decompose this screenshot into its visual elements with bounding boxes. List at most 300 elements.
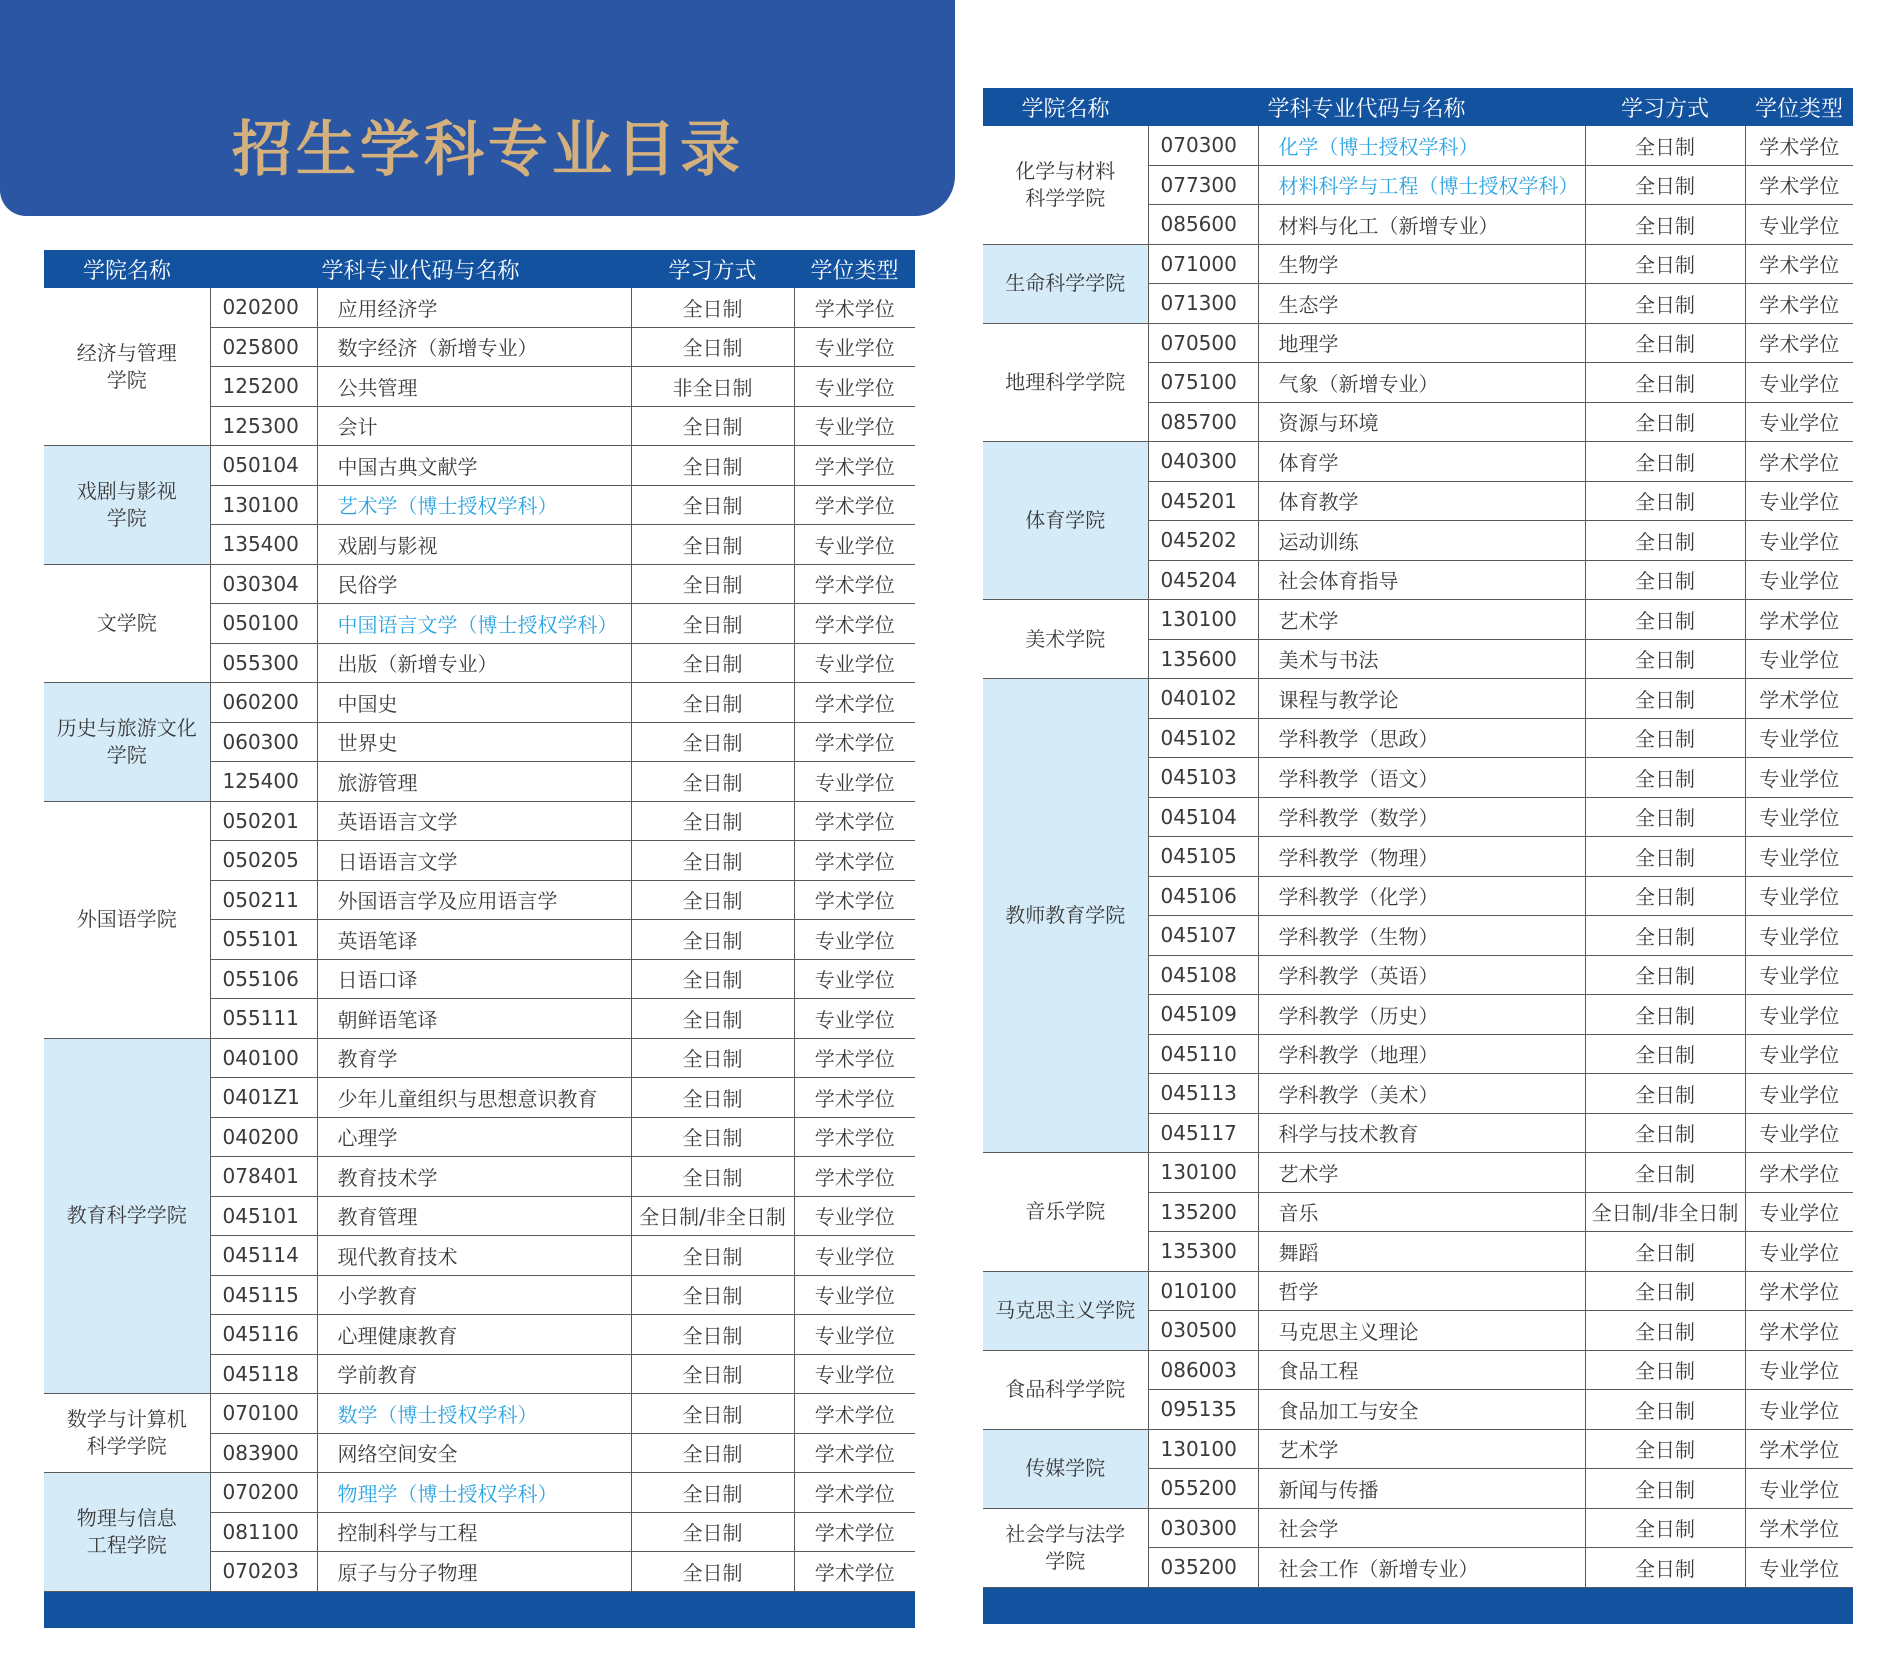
table-row (983, 1429, 1853, 1469)
study-mode-cell: 全日制 (631, 564, 794, 604)
major-name-cell: 出版（新增专业） (317, 643, 631, 683)
major-name-cell: 学科教学（历史） (1258, 995, 1585, 1035)
major-name-cell: 舞蹈 (1258, 1232, 1585, 1272)
table-row (44, 446, 915, 486)
table-row (983, 126, 1853, 165)
degree-type-cell: 学术学位 (1745, 1153, 1853, 1193)
study-mode-cell: 全日制 (631, 1354, 794, 1394)
study-mode-cell: 全日制 (631, 1038, 794, 1078)
study-mode-cell: 全日制 (631, 485, 794, 525)
major-code-cell: 125200 (210, 367, 317, 407)
degree-type-cell: 学术学位 (1745, 1311, 1853, 1351)
degree-type-cell: 学术学位 (794, 1038, 915, 1078)
major-code-cell: 045102 (1148, 718, 1258, 758)
degree-type-cell: 专业学位 (794, 1275, 915, 1315)
study-mode-cell: 全日制 (1585, 1508, 1745, 1548)
major-name-cell: 马克思主义理论 (1258, 1311, 1585, 1351)
major-code-cell: 045104 (1148, 797, 1258, 837)
study-mode-cell: 全日制 (1585, 679, 1745, 719)
college-name-line: 科学学院 (1025, 185, 1106, 210)
college-name-line: 数学与计算机 (66, 1407, 187, 1431)
major-code-cell: 030500 (1148, 1311, 1258, 1351)
study-mode-cell: 全日制 (631, 406, 794, 446)
table-row (44, 564, 915, 604)
study-mode-cell: 全日制 (631, 525, 794, 565)
major-code-cell: 035200 (1148, 1548, 1258, 1588)
college-name-cell (983, 323, 1148, 442)
major-code-cell: 030300 (1148, 1508, 1258, 1548)
major-code-cell: 045118 (210, 1354, 317, 1394)
major-code-cell: 025800 (210, 327, 317, 367)
degree-type-cell: 学术学位 (794, 1552, 915, 1592)
degree-type-cell: 学术学位 (794, 1512, 915, 1552)
study-mode-cell: 全日制 (1585, 481, 1745, 521)
degree-type-cell: 专业学位 (794, 999, 915, 1039)
college-name-cell (44, 683, 210, 802)
major-code-cell: 040102 (1148, 679, 1258, 719)
degree-type-cell: 学术学位 (794, 880, 915, 920)
degree-type-cell: 学术学位 (794, 1394, 915, 1434)
degree-type-cell: 专业学位 (794, 920, 915, 960)
college-name-line: 历史与旅游文化 (56, 715, 197, 740)
major-name-cell: 英语语言文学 (317, 801, 631, 841)
degree-type-cell: 学术学位 (1745, 1508, 1853, 1548)
study-mode-cell: 全日制 (631, 1394, 794, 1434)
study-mode-cell: 全日制 (1585, 718, 1745, 758)
degree-type-cell: 专业学位 (1745, 1469, 1853, 1509)
degree-type-cell: 学术学位 (1745, 679, 1853, 719)
degree-type-cell: 专业学位 (1745, 916, 1853, 956)
major-name-cell: 现代教育技术 (317, 1236, 631, 1276)
major-code-cell: 045110 (1148, 1034, 1258, 1074)
major-name-cell: 戏剧与影视 (317, 525, 631, 565)
header-major: 学科专业代码与名称 (1148, 88, 1585, 126)
major-code-cell: 083900 (210, 1433, 317, 1473)
study-mode-cell: 全日制 (1585, 1429, 1745, 1469)
major-name-cell: 应用经济学 (317, 288, 631, 327)
table-row (983, 244, 1853, 284)
study-mode-cell: 全日制 (1585, 442, 1745, 482)
college-name-cell (44, 1473, 210, 1592)
degree-type-cell: 学术学位 (1745, 244, 1853, 284)
study-mode-cell: 全日制 (1585, 363, 1745, 403)
major-name-cell: 物理学（博士授权学科） (317, 1473, 631, 1513)
major-name-cell: 中国史 (317, 683, 631, 723)
major-name-cell: 旅游管理 (317, 762, 631, 802)
college-name-line: 教师教育学院 (1005, 903, 1126, 927)
left-table-body (44, 288, 915, 1591)
college-name-line: 学院 (106, 505, 147, 530)
college-name-cell (44, 446, 210, 565)
major-code-cell: 045202 (1148, 521, 1258, 561)
degree-type-cell: 学术学位 (794, 1157, 915, 1197)
major-name-cell: 资源与环境 (1258, 402, 1585, 442)
degree-type-cell: 学术学位 (794, 288, 915, 327)
college-name-cell (983, 442, 1148, 600)
major-name-cell: 外国语言学及应用语言学 (317, 880, 631, 920)
major-code-cell: 045116 (210, 1315, 317, 1355)
page-title: 招生学科专业目录 (232, 115, 744, 185)
major-name-cell: 课程与教学论 (1258, 679, 1585, 719)
degree-type-cell: 学术学位 (1745, 284, 1853, 324)
study-mode-cell: 全日制 (631, 683, 794, 723)
major-code-cell: 135300 (1148, 1232, 1258, 1272)
study-mode-cell: 全日制 (1585, 1350, 1745, 1390)
left-catalog-panel (44, 250, 915, 1628)
degree-type-cell: 学术学位 (794, 1117, 915, 1157)
study-mode-cell: 全日制 (1585, 916, 1745, 956)
major-name-cell: 中国语言文学（博士授权学科） (317, 604, 631, 644)
study-mode-cell: 全日制/非全日制 (1585, 1192, 1745, 1232)
college-name-cell (44, 801, 210, 1038)
degree-type-cell: 专业学位 (1745, 1350, 1853, 1390)
major-name-cell: 食品加工与安全 (1258, 1390, 1585, 1430)
degree-type-cell: 学术学位 (794, 1078, 915, 1118)
degree-type-cell: 学术学位 (794, 446, 915, 486)
degree-type-cell: 学术学位 (794, 604, 915, 644)
degree-type-cell: 学术学位 (794, 841, 915, 881)
college-name-line: 工程学院 (86, 1532, 167, 1557)
major-name-cell: 生物学 (1258, 244, 1585, 284)
major-name-cell: 新闻与传播 (1258, 1469, 1585, 1509)
major-name-cell: 学科教学（生物） (1258, 916, 1585, 956)
study-mode-cell: 全日制 (1585, 1074, 1745, 1114)
left-catalog-table (44, 250, 915, 1592)
major-name-cell: 中国古典文献学 (317, 446, 631, 486)
major-name-cell: 社会体育指导 (1258, 560, 1585, 600)
degree-type-cell: 专业学位 (794, 367, 915, 407)
major-code-cell: 055111 (210, 999, 317, 1039)
major-name-cell: 心理健康教育 (317, 1315, 631, 1355)
study-mode-cell: 全日制 (631, 1552, 794, 1592)
degree-type-cell: 专业学位 (1745, 1074, 1853, 1114)
major-name-cell: 学前教育 (317, 1354, 631, 1394)
major-code-cell: 050201 (210, 801, 317, 841)
degree-type-cell: 专业学位 (1745, 560, 1853, 600)
major-code-cell: 045204 (1148, 560, 1258, 600)
study-mode-cell: 全日制 (631, 920, 794, 960)
major-name-cell: 化学（博士授权学科） (1258, 126, 1585, 165)
major-code-cell: 045201 (1148, 481, 1258, 521)
major-name-cell: 少年儿童组织与思想意识教育 (317, 1078, 631, 1118)
right-catalog-table (983, 88, 1853, 1588)
study-mode-cell: 全日制 (631, 801, 794, 841)
major-name-cell: 艺术学 (1258, 1429, 1585, 1469)
college-name-line: 外国语学院 (76, 907, 177, 931)
table-row (983, 1153, 1853, 1193)
degree-type-cell: 专业学位 (1745, 205, 1853, 245)
degree-type-cell: 专业学位 (1745, 876, 1853, 916)
study-mode-cell: 全日制 (631, 1512, 794, 1552)
study-mode-cell: 全日制 (631, 762, 794, 802)
major-code-cell: 045113 (1148, 1074, 1258, 1114)
major-name-cell: 小学教育 (317, 1275, 631, 1315)
degree-type-cell: 学术学位 (1745, 442, 1853, 482)
major-name-cell: 学科教学（语文） (1258, 758, 1585, 798)
major-code-cell: 045101 (210, 1196, 317, 1236)
study-mode-cell: 全日制/非全日制 (631, 1196, 794, 1236)
table-row (44, 1473, 915, 1513)
major-code-cell: 060200 (210, 683, 317, 723)
degree-type-cell: 学术学位 (1745, 126, 1853, 165)
degree-type-cell: 专业学位 (794, 1196, 915, 1236)
degree-type-cell: 专业学位 (794, 643, 915, 683)
degree-type-cell: 专业学位 (1745, 521, 1853, 561)
major-code-cell: 086003 (1148, 1350, 1258, 1390)
study-mode-cell: 全日制 (631, 1157, 794, 1197)
major-code-cell: 045108 (1148, 955, 1258, 995)
degree-type-cell: 学术学位 (1745, 600, 1853, 640)
degree-type-cell: 专业学位 (794, 1315, 915, 1355)
major-code-cell: 0401Z1 (210, 1078, 317, 1118)
study-mode-cell: 全日制 (631, 1236, 794, 1276)
major-code-cell: 020200 (210, 288, 317, 327)
major-code-cell: 045115 (210, 1275, 317, 1315)
major-code-cell: 045107 (1148, 916, 1258, 956)
major-name-cell: 体育教学 (1258, 481, 1585, 521)
degree-type-cell: 专业学位 (1745, 1232, 1853, 1272)
college-name-cell (983, 126, 1148, 244)
study-mode-cell: 全日制 (1585, 1469, 1745, 1509)
major-name-cell: 日语口译 (317, 959, 631, 999)
degree-type-cell: 学术学位 (794, 683, 915, 723)
degree-type-cell: 专业学位 (1745, 797, 1853, 837)
major-code-cell: 125400 (210, 762, 317, 802)
college-name-line: 学院 (1045, 1548, 1086, 1573)
left-footer-bar (44, 1592, 915, 1628)
major-name-cell: 学科教学（数学） (1258, 797, 1585, 837)
study-mode-cell: 全日制 (1585, 521, 1745, 561)
major-code-cell: 070203 (210, 1552, 317, 1592)
header-mode: 学习方式 (631, 250, 794, 288)
header-college: 学院名称 (983, 88, 1148, 126)
study-mode-cell: 全日制 (631, 1275, 794, 1315)
study-mode-cell: 全日制 (1585, 126, 1745, 165)
major-code-cell: 070300 (1148, 126, 1258, 165)
major-code-cell: 071000 (1148, 244, 1258, 284)
major-name-cell: 朝鲜语笔译 (317, 999, 631, 1039)
major-name-cell: 材料与化工（新增专业） (1258, 205, 1585, 245)
college-name-line: 音乐学院 (1025, 1199, 1106, 1224)
degree-type-cell: 专业学位 (794, 959, 915, 999)
major-code-cell: 050211 (210, 880, 317, 920)
major-name-cell: 会计 (317, 406, 631, 446)
major-name-cell: 学科教学（英语） (1258, 955, 1585, 995)
major-code-cell: 055300 (210, 643, 317, 683)
study-mode-cell: 全日制 (1585, 1113, 1745, 1153)
study-mode-cell: 全日制 (1585, 955, 1745, 995)
major-name-cell: 音乐 (1258, 1192, 1585, 1232)
major-name-cell: 材料科学与工程（博士授权学科） (1258, 165, 1585, 205)
header-college: 学院名称 (44, 250, 210, 288)
major-name-cell: 学科教学（思政） (1258, 718, 1585, 758)
college-name-line: 社会学与法学 (1005, 1521, 1126, 1546)
major-name-cell: 心理学 (317, 1117, 631, 1157)
major-code-cell: 050205 (210, 841, 317, 881)
study-mode-cell: 全日制 (1585, 284, 1745, 324)
study-mode-cell: 全日制 (631, 1473, 794, 1513)
college-name-line: 学院 (106, 367, 147, 392)
study-mode-cell: 全日制 (1585, 1271, 1745, 1311)
degree-type-cell: 专业学位 (794, 762, 915, 802)
major-code-cell: 075100 (1148, 363, 1258, 403)
major-name-cell: 地理学 (1258, 323, 1585, 363)
degree-type-cell: 专业学位 (1745, 837, 1853, 877)
major-name-cell: 社会学 (1258, 1508, 1585, 1548)
degree-type-cell: 专业学位 (1745, 363, 1853, 403)
study-mode-cell: 全日制 (1585, 205, 1745, 245)
major-name-cell: 教育管理 (317, 1196, 631, 1236)
study-mode-cell: 全日制 (1585, 639, 1745, 679)
degree-type-cell: 专业学位 (1745, 1192, 1853, 1232)
study-mode-cell: 全日制 (1585, 244, 1745, 284)
college-name-line: 学院 (106, 742, 147, 767)
study-mode-cell: 全日制 (1585, 1153, 1745, 1193)
college-name-cell (983, 1350, 1148, 1429)
degree-type-cell: 专业学位 (1745, 1034, 1853, 1074)
study-mode-cell: 全日制 (1585, 1034, 1745, 1074)
major-code-cell: 081100 (210, 1512, 317, 1552)
degree-type-cell: 学术学位 (794, 564, 915, 604)
major-code-cell: 130100 (1148, 1429, 1258, 1469)
degree-type-cell: 学术学位 (1745, 323, 1853, 363)
table-row (44, 1394, 915, 1434)
degree-type-cell: 专业学位 (1745, 402, 1853, 442)
major-name-cell: 学科教学（化学） (1258, 876, 1585, 916)
major-code-cell: 130100 (1148, 1153, 1258, 1193)
major-name-cell: 艺术学 (1258, 1153, 1585, 1193)
major-code-cell: 135400 (210, 525, 317, 565)
college-name-line: 传媒学院 (1025, 1456, 1106, 1480)
college-name-cell (44, 564, 210, 683)
college-name-line: 戏剧与影视 (76, 478, 177, 503)
major-code-cell: 060300 (210, 722, 317, 762)
table-row (983, 442, 1853, 482)
right-table-body (983, 126, 1853, 1587)
major-code-cell: 050104 (210, 446, 317, 486)
table-row (44, 288, 915, 327)
degree-type-cell: 专业学位 (1745, 955, 1853, 995)
major-code-cell: 040200 (210, 1117, 317, 1157)
study-mode-cell: 全日制 (1585, 876, 1745, 916)
major-name-cell: 艺术学 (1258, 600, 1585, 640)
college-name-line: 科学学院 (86, 1434, 167, 1458)
major-code-cell: 130100 (210, 485, 317, 525)
header-mode: 学习方式 (1585, 88, 1745, 126)
college-name-line: 生命科学学院 (1005, 271, 1126, 295)
study-mode-cell: 全日制 (631, 1433, 794, 1473)
major-code-cell: 070500 (1148, 323, 1258, 363)
major-name-cell: 学科教学（美术） (1258, 1074, 1585, 1114)
college-name-cell (983, 1153, 1148, 1272)
major-code-cell: 130100 (1148, 600, 1258, 640)
major-name-cell: 艺术学（博士授权学科） (317, 485, 631, 525)
table-row (44, 1038, 915, 1078)
study-mode-cell: 全日制 (1585, 758, 1745, 798)
table-row (983, 600, 1853, 640)
major-name-cell: 英语笔译 (317, 920, 631, 960)
major-name-cell: 学科教学（物理） (1258, 837, 1585, 877)
degree-type-cell: 专业学位 (1745, 718, 1853, 758)
major-code-cell: 071300 (1148, 284, 1258, 324)
study-mode-cell: 全日制 (631, 288, 794, 327)
college-name-cell (983, 1429, 1148, 1508)
study-mode-cell: 全日制 (1585, 600, 1745, 640)
major-name-cell: 哲学 (1258, 1271, 1585, 1311)
college-name-line: 地理科学学院 (1005, 369, 1126, 394)
college-name-cell (983, 679, 1148, 1153)
major-code-cell: 040300 (1148, 442, 1258, 482)
study-mode-cell: 全日制 (631, 1315, 794, 1355)
study-mode-cell: 全日制 (1585, 1390, 1745, 1430)
major-code-cell: 077300 (1148, 165, 1258, 205)
study-mode-cell: 全日制 (1585, 165, 1745, 205)
table-row (44, 801, 915, 841)
major-code-cell: 055101 (210, 920, 317, 960)
study-mode-cell: 全日制 (1585, 1311, 1745, 1351)
major-name-cell: 网络空间安全 (317, 1433, 631, 1473)
study-mode-cell: 全日制 (631, 1117, 794, 1157)
college-name-line: 物理与信息 (76, 1505, 177, 1530)
major-name-cell: 美术与书法 (1258, 639, 1585, 679)
degree-type-cell: 学术学位 (1745, 1429, 1853, 1469)
degree-type-cell: 专业学位 (794, 1236, 915, 1276)
major-name-cell: 数字经济（新增专业） (317, 327, 631, 367)
study-mode-cell: 非全日制 (631, 367, 794, 407)
degree-type-cell: 专业学位 (794, 327, 915, 367)
major-code-cell: 010100 (1148, 1271, 1258, 1311)
degree-type-cell: 专业学位 (1745, 1390, 1853, 1430)
header-major: 学科专业代码与名称 (210, 250, 631, 288)
right-catalog-panel (983, 88, 1853, 1624)
degree-type-cell: 学术学位 (1745, 165, 1853, 205)
degree-type-cell: 专业学位 (1745, 639, 1853, 679)
study-mode-cell: 全日制 (631, 604, 794, 644)
major-name-cell: 食品工程 (1258, 1350, 1585, 1390)
degree-type-cell: 学术学位 (794, 801, 915, 841)
college-name-line: 教育科学学院 (66, 1203, 187, 1228)
table-row (983, 323, 1853, 363)
major-code-cell: 055200 (1148, 1469, 1258, 1509)
study-mode-cell: 全日制 (631, 880, 794, 920)
degree-type-cell: 学术学位 (1745, 1271, 1853, 1311)
table-header-row (983, 88, 1853, 126)
degree-type-cell: 学术学位 (794, 722, 915, 762)
major-code-cell: 135200 (1148, 1192, 1258, 1232)
major-code-cell: 078401 (210, 1157, 317, 1197)
major-code-cell: 030304 (210, 564, 317, 604)
college-name-cell (44, 1038, 210, 1394)
college-name-line: 马克思主义学院 (995, 1298, 1136, 1322)
degree-type-cell: 专业学位 (1745, 995, 1853, 1035)
major-code-cell: 085700 (1148, 402, 1258, 442)
degree-type-cell: 学术学位 (794, 1473, 915, 1513)
header-degree: 学位类型 (794, 250, 915, 288)
title-banner (0, 0, 955, 216)
college-name-line: 经济与管理 (76, 340, 177, 365)
major-name-cell: 运动训练 (1258, 521, 1585, 561)
study-mode-cell: 全日制 (1585, 1548, 1745, 1588)
college-name-cell (983, 244, 1148, 323)
major-name-cell: 教育学 (317, 1038, 631, 1078)
degree-type-cell: 专业学位 (794, 525, 915, 565)
study-mode-cell: 全日制 (1585, 323, 1745, 363)
college-name-cell (44, 1394, 210, 1473)
table-row (983, 1508, 1853, 1548)
college-name-cell (983, 1271, 1148, 1350)
study-mode-cell: 全日制 (631, 446, 794, 486)
major-code-cell: 055106 (210, 959, 317, 999)
